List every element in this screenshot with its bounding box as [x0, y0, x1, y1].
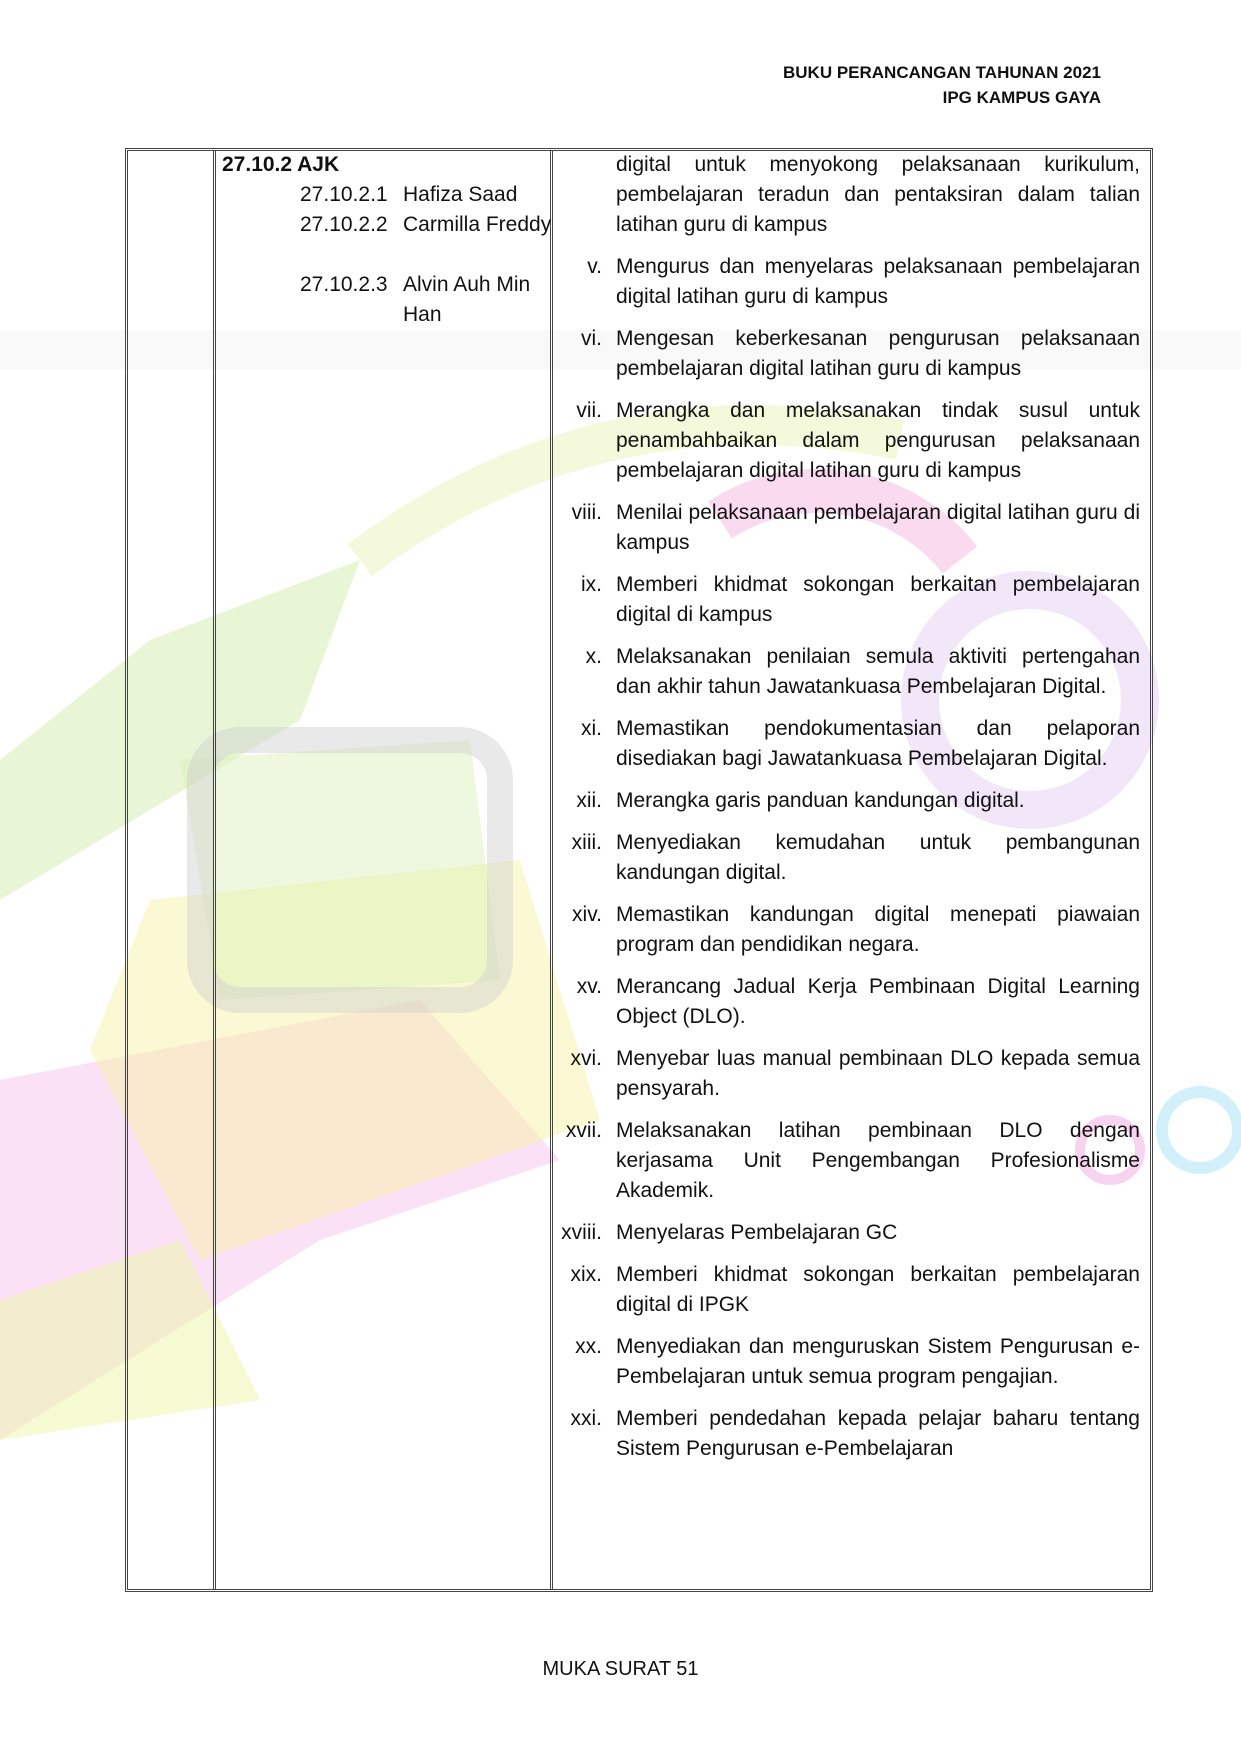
duty-numeral: xv. — [576, 975, 602, 998]
duty-numeral: viii. — [571, 501, 602, 524]
duty-item — [552, 642, 1140, 702]
duty-text: Menyelaras Pembelajaran GC — [616, 1221, 898, 1244]
duty-item — [552, 570, 1140, 630]
duty-text: Memberi khidmat sokongan berkaitan pembelajaran digital di IPGK — [616, 1263, 1140, 1316]
committee-title: 27.10.2 AJK — [222, 153, 340, 176]
duty-numeral: xi. — [581, 717, 602, 740]
member-number: 27.10.2.1 — [300, 183, 388, 206]
duty-item — [552, 714, 1140, 774]
duty-item — [552, 498, 1140, 558]
member-row — [222, 270, 531, 330]
duty-numeral: xx. — [575, 1335, 602, 1358]
duty-continued-text: digital untuk menyokong pelaksanaan kurikulum, pembelajaran teradun dan pentaksiran dalam talian latihan guru di kampus — [616, 153, 1140, 236]
duty-item — [552, 396, 1140, 486]
member-row — [222, 180, 518, 210]
duty-numeral: vi. — [581, 327, 602, 350]
header-title: BUKU PERANCANGAN TAHUNAN 2021 — [783, 63, 1101, 82]
table-divider-1 — [213, 151, 216, 1589]
duty-text: Melaksanakan penilaian semula aktiviti pertengahan dan akhir tahun Jawatankuasa Pembelajaran Digital. — [616, 645, 1140, 698]
duty-text: Menyediakan kemudahan untuk pembangunan kandungan digital. — [616, 831, 1140, 884]
duty-item — [552, 1044, 1140, 1104]
duty-numeral: xiii. — [571, 831, 602, 854]
duty-item — [552, 252, 1140, 312]
member-row — [222, 210, 552, 270]
page-number: MUKA SURAT 51 — [542, 1658, 699, 1680]
document-header — [783, 60, 1101, 110]
duty-numeral: xxi. — [570, 1407, 602, 1430]
duty-numeral: xvi. — [570, 1047, 602, 1070]
member-name: Carmilla Freddy — [403, 213, 552, 236]
duties-column — [552, 150, 1140, 1476]
committee-column — [222, 150, 552, 330]
duty-item — [552, 1404, 1140, 1464]
duty-text: Menilai pelaksanaan pembelajaran digital latihan guru di kampus — [616, 501, 1140, 554]
duty-text: Merancang Jadual Kerja Pembinaan Digital Learning Object (DLO). — [616, 975, 1140, 1028]
duty-text: Memberi pendedahan kepada pelajar baharu tentang Sistem Pengurusan e-Pembelajaran — [616, 1407, 1140, 1460]
duty-text: Memastikan pendokumentasian dan pelaporan disediakan bagi Jawatankuasa Pembelajaran Digital. — [616, 717, 1140, 770]
duty-text: Merangka dan melaksanakan tindak susul untuk penambahbaikan dalam pengurusan pelaksanaan pembelajaran digital latihan guru di kampus — [616, 399, 1140, 482]
duty-numeral: xix. — [570, 1263, 602, 1286]
duty-text: Mengesan keberkesanan pengurusan pelaksanaan pembelajaran digital latihan guru di kampus — [616, 327, 1140, 380]
duty-numeral: xiv. — [572, 903, 602, 926]
duty-text: Memastikan kandungan digital menepati piawaian program dan pendidikan negara. — [616, 903, 1140, 956]
duty-item — [552, 828, 1140, 888]
duty-numeral: vii. — [576, 399, 602, 422]
duty-item — [552, 1116, 1140, 1206]
duty-numeral: x. — [585, 645, 602, 668]
duty-item — [552, 1218, 1140, 1248]
duty-item — [552, 1260, 1140, 1320]
duty-numeral: xviii. — [561, 1221, 602, 1244]
duty-text: Menyediakan dan menguruskan Sistem Pengurusan e-Pembelajaran untuk semua program pengajian. — [616, 1335, 1140, 1388]
member-number: 27.10.2.3 — [300, 273, 388, 296]
duty-item — [552, 972, 1140, 1032]
member-name: Alvin Auh Min Han — [403, 273, 531, 326]
duty-text: Memberi khidmat sokongan berkaitan pembelajaran digital di kampus — [616, 573, 1140, 626]
duty-item — [552, 1332, 1140, 1392]
header-campus: IPG KAMPUS GAYA — [942, 88, 1101, 107]
member-name: Hafiza Saad — [403, 183, 518, 206]
member-number: 27.10.2.2 — [300, 213, 388, 236]
duty-text: Melaksanakan latihan pembinaan DLO dengan kerjasama Unit Pengembangan Profesionalisme Akademik. — [616, 1119, 1140, 1202]
duty-item — [552, 324, 1140, 384]
duty-text: Merangka garis panduan kandungan digital. — [616, 789, 1025, 812]
duty-item — [552, 786, 1140, 816]
duty-text: Mengurus dan menyelaras pelaksanaan pembelajaran digital latihan guru di kampus — [616, 255, 1140, 308]
duty-numeral: xii. — [576, 789, 602, 812]
duty-numeral: xvii. — [565, 1119, 602, 1142]
duty-item — [552, 900, 1140, 960]
duty-text: Menyebar luas manual pembinaan DLO kepada semua pensyarah. — [616, 1047, 1140, 1100]
duty-numeral: v. — [587, 255, 602, 278]
duty-numeral: ix. — [581, 573, 602, 596]
